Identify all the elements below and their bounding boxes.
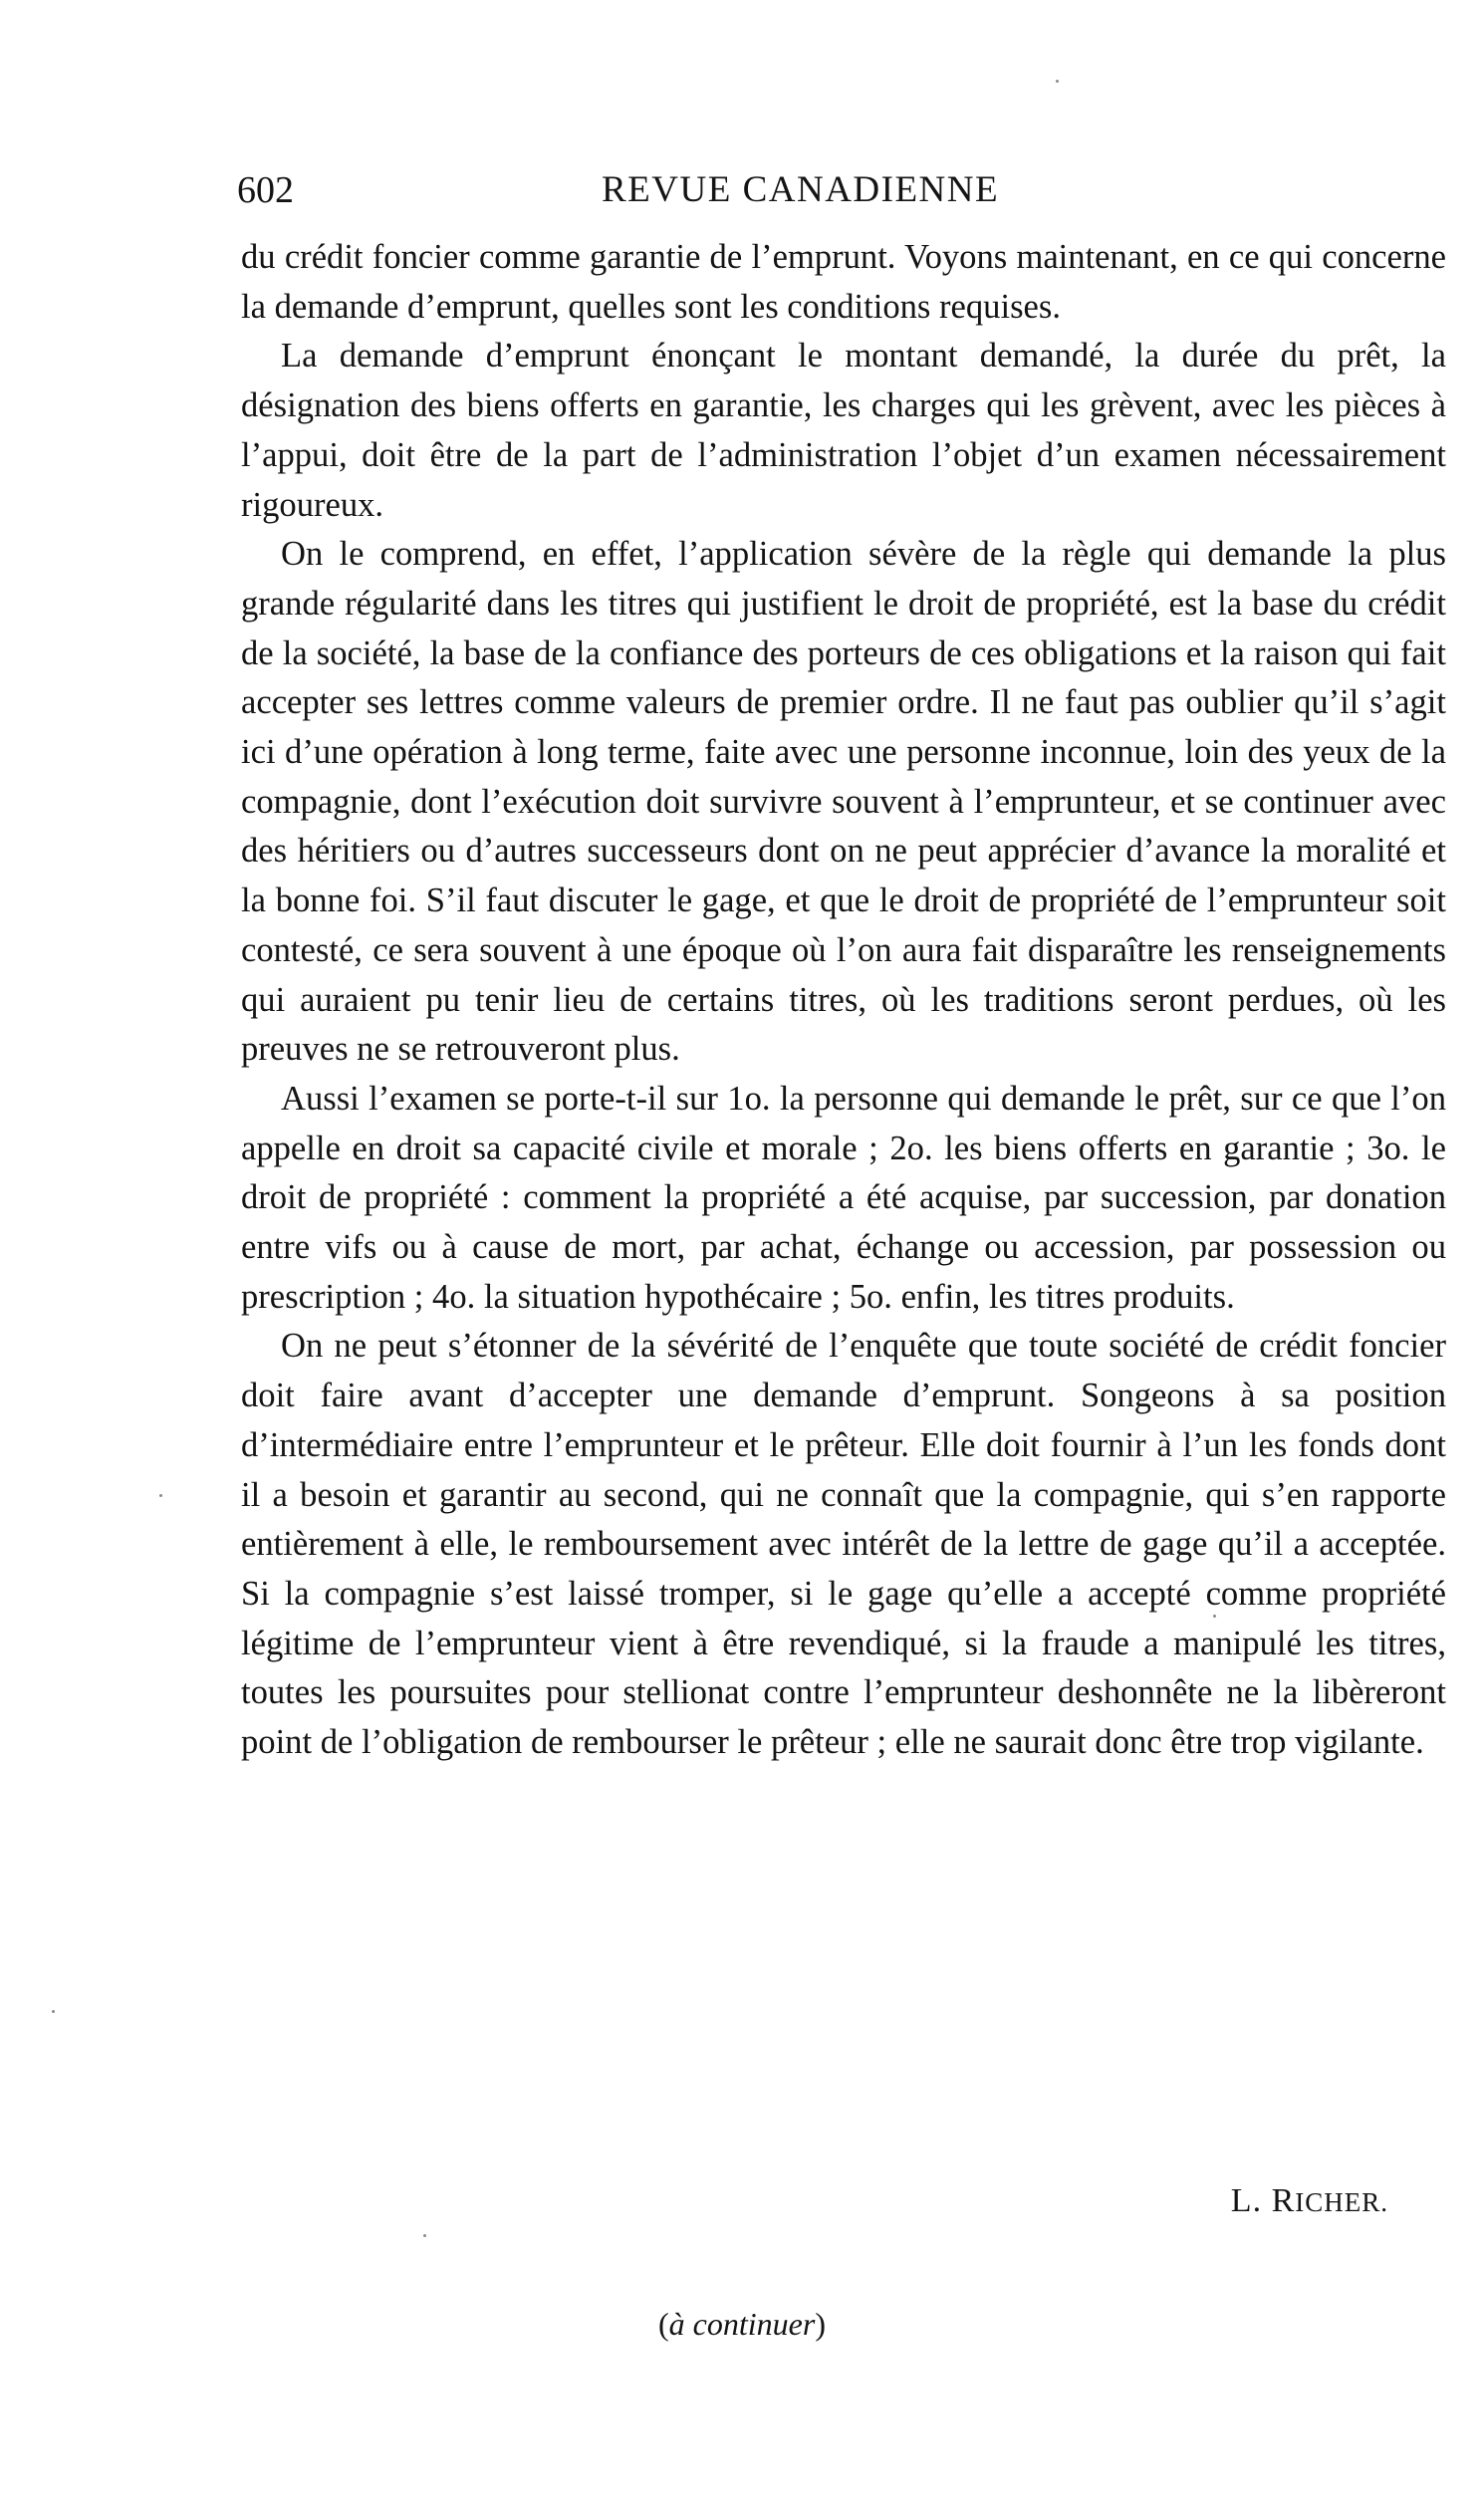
journal-title: REVUE CANADIENNE bbox=[602, 169, 1000, 210]
paragraph-loan-request: La demande d’emprunt énonçant le montant demandé, la durée du prêt, la désignation des biens offerts en garantie, les charges qui les grèvent, avec les pièces à l’appui, doit être de la part de l’administration l’objet d’un examen nécessairement rigoureux. bbox=[241, 337, 1446, 524]
running-head bbox=[237, 165, 1444, 215]
paragraph-continued: du crédit foncier comme garantie de l’emprunt. Voyons maintenant, en ce qui concerne la demande d’emprunt, quelles sont les conditions requises. bbox=[241, 238, 1446, 326]
paragraph-inquiry-severity: On ne peut s’étonner de la sévérité de l’enquête que toute société de crédit foncier doit faire avant d’accepter une demande d’emprunt. Songeons à sa position d’intermédiaire entre l’emprunteur et le prêteur. Elle doit fournir à l’un les fonds dont il a besoin et garantir au second, qui ne connaît que la compagnie, qui s’en rapporte entièrement à elle, le remboursement avec intérêt de la lettre de gage qu’il a acceptée. Si la compagnie s’est laissé tromper, si le gage qu’elle a accepté comme propriété légitime de l’emprunteur vient à être revendiqué, si la fraude a manipulé les titres, toutes les poursuites pour stellionat contre l’emprunteur deshonnête ne la libèreront point de l’obligation de rembourser le prêteur ; elle ne saurait donc être trop vigilante. bbox=[241, 1327, 1446, 1762]
print-speck bbox=[1213, 1615, 1216, 1618]
paragraph-examination-points: Aussi l’examen se porte-t-il sur 1o. la personne qui demande le prêt, sur ce que l’on appelle en droit sa capacité civile et morale ; 2o. les biens offerts en garantie ; 3o. le droit de propriété : comment la propriété a été acquise, par succession, par donation entre vifs ou à cause de mort, par achat, échange ou accession, par possession ou prescription ; 4o. la situation hypothécaire ; 5o. enfin, les titres produits. bbox=[241, 1079, 1446, 1316]
paragraph-title-regularity: On le comprend, en effet, l’application sévère de la règle qui demande la plus grande régularité dans les titres qui justifient le droit de propriété, est la base du crédit de la société, la base de la confiance des porteurs de ces obligations et la raison qui fait accepter ses lettres comme valeurs de premier ordre. Il ne faut pas oublier qu’il s’agit ici d’une opération à long terme, faite avec une personne inconnue, loin des yeux de la compagnie, dont l’exécution doit survivre souvent à l’emprunteur, et se continuer avec des héritiers ou d’autres successeurs dont on ne peut apprécier d’avance la moralité et la bonne foi. S’il faut discuter le gage, et que le droit de propriété de l’emprunteur soit contesté, ce sera souvent à une époque où l’on aura fait disparaître les renseignements qui auraient pu tenir lieu de certains titres, où les traditions seront perdues, où les preuves ne se retrouveront plus. bbox=[241, 535, 1446, 1069]
signature-surname: ICHER. bbox=[1295, 2187, 1388, 2217]
print-speck bbox=[423, 2234, 426, 2237]
continuation-close-paren: ) bbox=[815, 2306, 826, 2342]
print-speck bbox=[1056, 80, 1059, 83]
continuation-note bbox=[0, 2299, 1484, 2349]
page-number: 602 bbox=[237, 169, 294, 211]
continuation-open-paren: ( bbox=[658, 2306, 669, 2342]
author-signature bbox=[1231, 2176, 1388, 2227]
signature-initial: L. R bbox=[1230, 2182, 1296, 2219]
print-speck bbox=[52, 2010, 55, 2013]
article-body bbox=[241, 233, 1446, 1768]
continuation-text: à continuer bbox=[668, 2306, 816, 2342]
print-speck bbox=[159, 1494, 162, 1497]
